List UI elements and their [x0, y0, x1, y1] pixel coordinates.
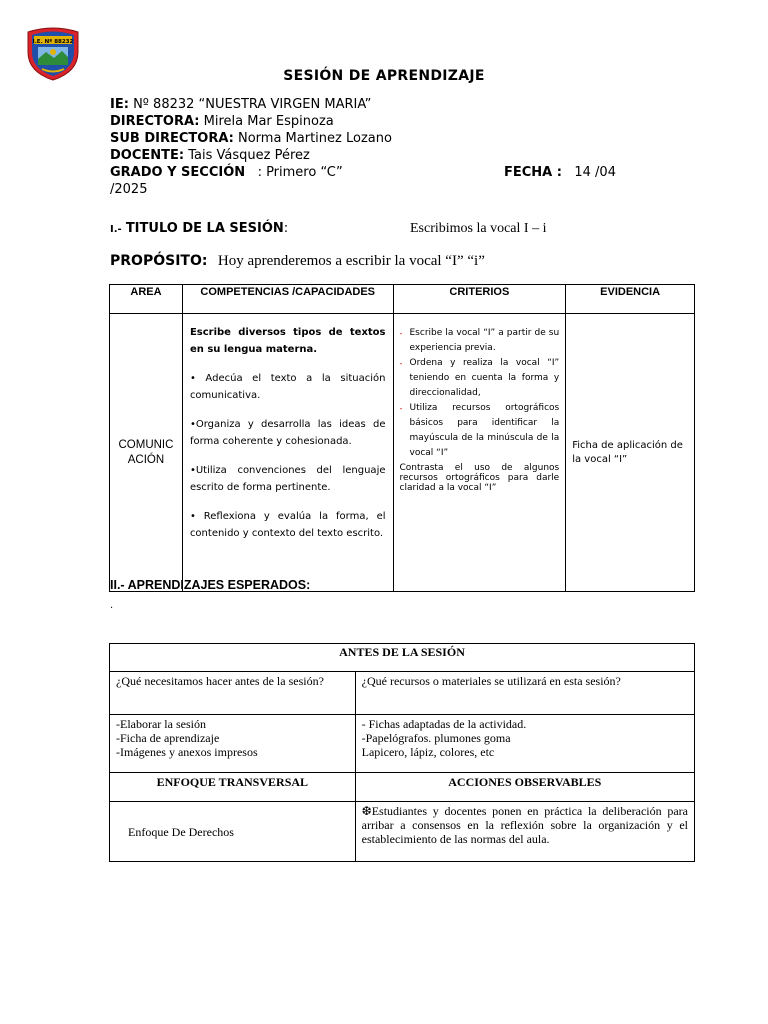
acciones-header: ACCIONES OBSERVABLES: [355, 773, 694, 802]
header-area: AREA: [110, 285, 183, 314]
grado-value: : Primero “C”: [257, 165, 343, 180]
list-item: -Ficha de aprendizaje: [116, 731, 220, 745]
purpose-label: PROPÓSITO:: [110, 253, 208, 269]
criterio-item: - Utiliza recursos ortográficos básicos para identificar la mayúscula de la minúscula de la vocal “I”: [410, 401, 560, 461]
aprendizajes-dot: .: [110, 600, 114, 611]
question-2: ¿Qué recursos o materiales se utilizará en esta sesión?: [355, 672, 694, 715]
enfoque-value: Enfoque De Derechos: [110, 802, 356, 862]
purpose-value: Hoy aprenderemos a escribir la vocal “I” “i”: [217, 253, 485, 269]
list-item: -Elaborar la sesión: [116, 717, 206, 731]
competencies-table: [109, 284, 695, 592]
header-competencias: COMPETENCIAS /CAPACIDADES: [182, 285, 393, 314]
section-number: I.-: [110, 224, 122, 235]
aprendizajes-title: II.- APRENDIZAJES ESPERADOS:: [110, 578, 311, 592]
capacidad-item: • Adecúa el texto a la situación comunicativa.: [189, 373, 386, 401]
fecha-year: /2025: [110, 182, 148, 197]
ie-value: Nº 88232 “NUESTRA VIRGEN MARIA”: [133, 97, 372, 112]
acciones-value: Estudiantes y docentes ponen en práctica la deliberación para arribar a consensos en la reflexión sobre la organización y el establecimiento de las normas del aula.: [361, 804, 688, 846]
subdirectora-label: SUB DIRECTORA:: [110, 131, 234, 146]
session-title-row: [110, 221, 547, 236]
session-title-value: Escribimos la vocal I – i: [410, 221, 547, 236]
session-title-colon: :: [283, 221, 289, 236]
capacidad-item: •Organiza y desarrolla las ideas de forma coherente y cohesionada.: [189, 419, 386, 447]
page-title: SESIÓN DE APRENDIZAJE: [283, 68, 485, 84]
enfoque-header: ENFOQUE TRANSVERSAL: [110, 773, 356, 802]
header-info: [110, 96, 670, 198]
list-item: - Fichas adaptadas de la actividad.: [361, 717, 527, 731]
fecha-label: FECHA :: [504, 165, 562, 180]
acciones-cell: [355, 802, 694, 862]
materials-list: [355, 715, 694, 773]
crest-text: I.E. Nº 88232: [32, 39, 74, 45]
before-session-table: [109, 643, 695, 862]
preparation-list: [110, 715, 356, 773]
session-title-label: TITULO DE LA SESIÓN: [125, 221, 284, 236]
criterio-item: - Escribe la vocal “I” a partir de su experiencia previa.: [410, 326, 560, 356]
list-item: Lapicero, lápiz, colores, etc: [361, 745, 495, 759]
purpose-row: [110, 253, 485, 270]
header-criterios: CRITERIOS: [393, 285, 566, 314]
bullet-symbol-icon: ❆: [361, 804, 372, 818]
capacidad-item: •Utiliza convenciones del lenguaje escrito de forma pertinente.: [189, 465, 386, 493]
question-1: ¿Qué necesitamos hacer antes de la sesión?: [110, 672, 356, 715]
subdirectora-value: Norma Martinez Lozano: [237, 131, 392, 146]
area-line-2: ACIÓN: [127, 453, 165, 466]
criterio-item: - Ordena y realiza la vocal “I” teniendo en cuenta la forma y direccionalidad,: [410, 356, 560, 401]
fecha-value: 14 /04: [574, 165, 616, 180]
competencias-cell: [182, 314, 393, 592]
antes-header: ANTES DE LA SESIÓN: [110, 644, 695, 672]
ie-label: IE:: [110, 97, 129, 112]
area-line-1: COMUNIC: [118, 438, 174, 451]
header-evidencia: EVIDENCIA: [566, 285, 695, 314]
grado-label: GRADO Y SECCIÓN: [110, 165, 246, 180]
area-cell: [110, 314, 183, 592]
evidencia-cell: Ficha de aplicación de la vocal “I”: [566, 314, 695, 592]
capacidad-item: • Reflexiona y evalúa la forma, el contenido y contexto del texto escrito.: [189, 511, 386, 539]
directora-label: DIRECTORA:: [110, 114, 200, 129]
list-item: -Papelógrafos. plumones goma: [361, 731, 511, 745]
criterio-extra: Contrasta el uso de algunos recursos ortográficos para darle claridad a la vocal “I”: [399, 463, 560, 493]
criterios-cell: [393, 314, 566, 592]
list-item: -Imágenes y anexos impresos: [116, 745, 258, 759]
competencia-text: Escribe diversos tipos de textos en su lengua materna.: [189, 327, 386, 355]
directora-value: Mirela Mar Espinoza: [203, 114, 334, 129]
docente-label: DOCENTE:: [110, 148, 185, 163]
docente-value: Tais Vásquez Pérez: [188, 148, 310, 163]
